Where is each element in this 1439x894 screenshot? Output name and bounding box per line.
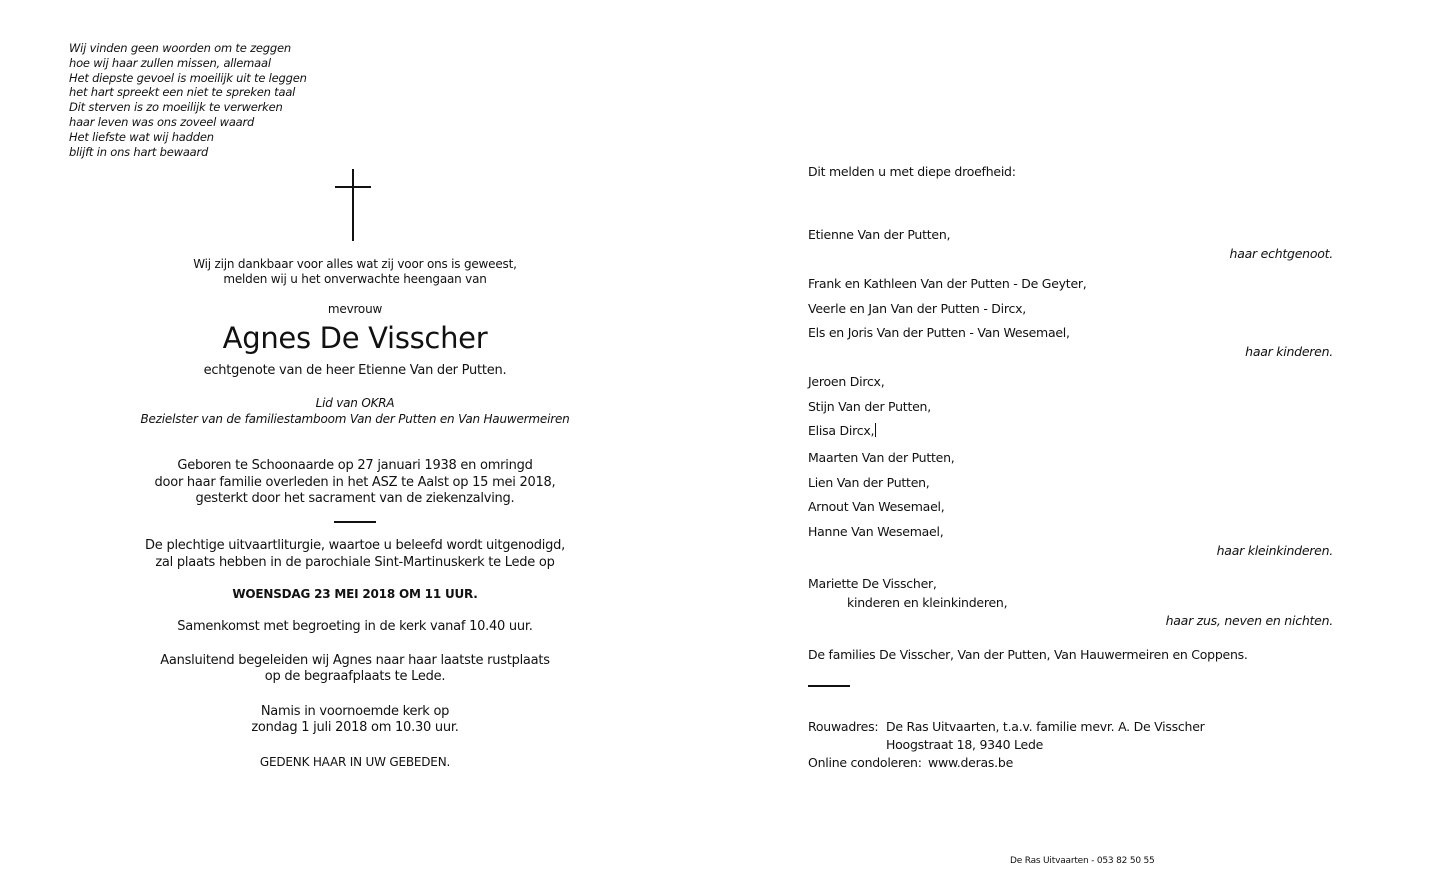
mourner-name: Veerle en Jan Van der Putten - Dircx, [808,301,1027,316]
address-line: De Ras Uitvaarten, t.a.v. familie mevr. A. De Visscher [886,719,1205,734]
poem-line: haar leven was ons zoveel waard [69,115,255,129]
address-label: Rouwadres: [808,719,879,734]
funeral-line: zal plaats hebben in de parochiale Sint-Martinuskerk te Lede op [155,555,555,570]
mass-line: Namis in voornoemde kerk op [260,704,450,719]
membership-line: Lid van OKRA [315,396,395,410]
poem-line: het hart spreekt een niet te spreken taal [69,85,296,99]
footer-credit: De Ras Uitvaarten - 053 82 50 55 [1010,856,1155,866]
mourner-name: Lien Van der Putten, [808,475,930,490]
mourner-name: Stijn Van der Putten, [808,399,931,414]
poem-line: blijft in ons hart bewaard [69,145,209,159]
mourner-name: Maarten Van der Putten, [808,450,955,465]
relation-label: haar echtgenoot. [1229,246,1333,261]
announcement-heading: Dit melden u met diepe droefheid: [808,164,1016,179]
burial-line: Aansluitend begeleiden wij Agnes naar haar laatste rustplaats [160,653,550,668]
text-cursor [875,423,876,437]
spouse-line: echtgenote van de heer Etienne Van der Putten. [203,363,507,378]
mourner-name: Els en Joris Van der Putten - Van Wesemael, [808,325,1070,340]
closing-line: GEDENK HAAR IN UW GEBEDEN. [259,755,451,769]
mourner-name: kinderen en kleinkinderen, [847,595,1008,610]
poem-line: Dit sterven is zo moeilijk te verwerken [69,100,283,114]
intro-line: Wij zijn dankbaar voor alles wat zij voor ons is geweest, [193,257,517,271]
mourner-name: Elisa Dircx, [808,423,875,438]
birth-death-line: Geboren te Schoonaarde op 27 januari 1938 en omringd [177,458,533,473]
mourner-name: Etienne Van der Putten, [808,227,951,242]
mourner-name: Mariette De Visscher, [808,576,937,591]
intro-line: melden wij u het onverwachte heengaan van [223,272,487,286]
mourner-name: Frank en Kathleen Van der Putten - De Geyter, [808,276,1087,291]
funeral-date: WOENSDAG 23 MEI 2018 OM 11 UUR. [232,587,478,601]
mourner-name: Hanne Van Wesemael, [808,524,944,539]
birth-death-line: door haar familie overleden in het ASZ te Aalst op 15 mei 2018, [154,475,556,490]
poem-line: hoe wij haar zullen missen, allemaal [69,56,271,70]
divider [334,521,376,523]
mourner-name: Jeroen Dircx, [808,374,885,389]
mass-line: zondag 1 juli 2018 om 10.30 uur. [251,720,459,735]
poem-line: Het diepste gevoel is moeilijk uit te leggen [69,71,307,85]
mourner-name: Arnout Van Wesemael, [808,499,945,514]
deceased-name: Agnes De Visscher [222,321,488,355]
condolence-link[interactable]: www.deras.be [928,755,1014,770]
role-line: Bezielster van de familiestamboom Van der Putten en Van Hauwermeiren [140,412,570,426]
gathering-line: Samenkomst met begroeting in de kerk vanaf 10.40 uur. [177,619,533,634]
poem-line: Het liefste wat wij hadden [69,130,214,144]
poem-line: Wij vinden geen woorden om te zeggen [69,41,291,55]
relation-label: haar kinderen. [1245,344,1333,359]
relation-label: haar kleinkinderen. [1216,543,1333,558]
deceased-title: mevrouw [327,302,383,316]
families-line: De families De Visscher, Van der Putten, Van Hauwermeiren en Coppens. [808,647,1248,662]
funeral-line: De plechtige uitvaartliturgie, waartoe u beleefd wordt uitgenodigd, [145,538,565,553]
mourner-name-with-caret[interactable] [808,423,876,438]
cross-horizontal [335,186,371,188]
address-line: Hoogstraat 18, 9340 Lede [886,737,1044,752]
birth-death-line: gesterkt door het sacrament van de ziekenzalving. [195,491,515,506]
burial-line: op de begraafplaats te Lede. [264,669,446,684]
cross-vertical [352,169,354,241]
divider [808,685,850,687]
condolence-label: Online condoleren: [808,755,922,770]
relation-label: haar zus, neven en nichten. [1165,613,1333,628]
